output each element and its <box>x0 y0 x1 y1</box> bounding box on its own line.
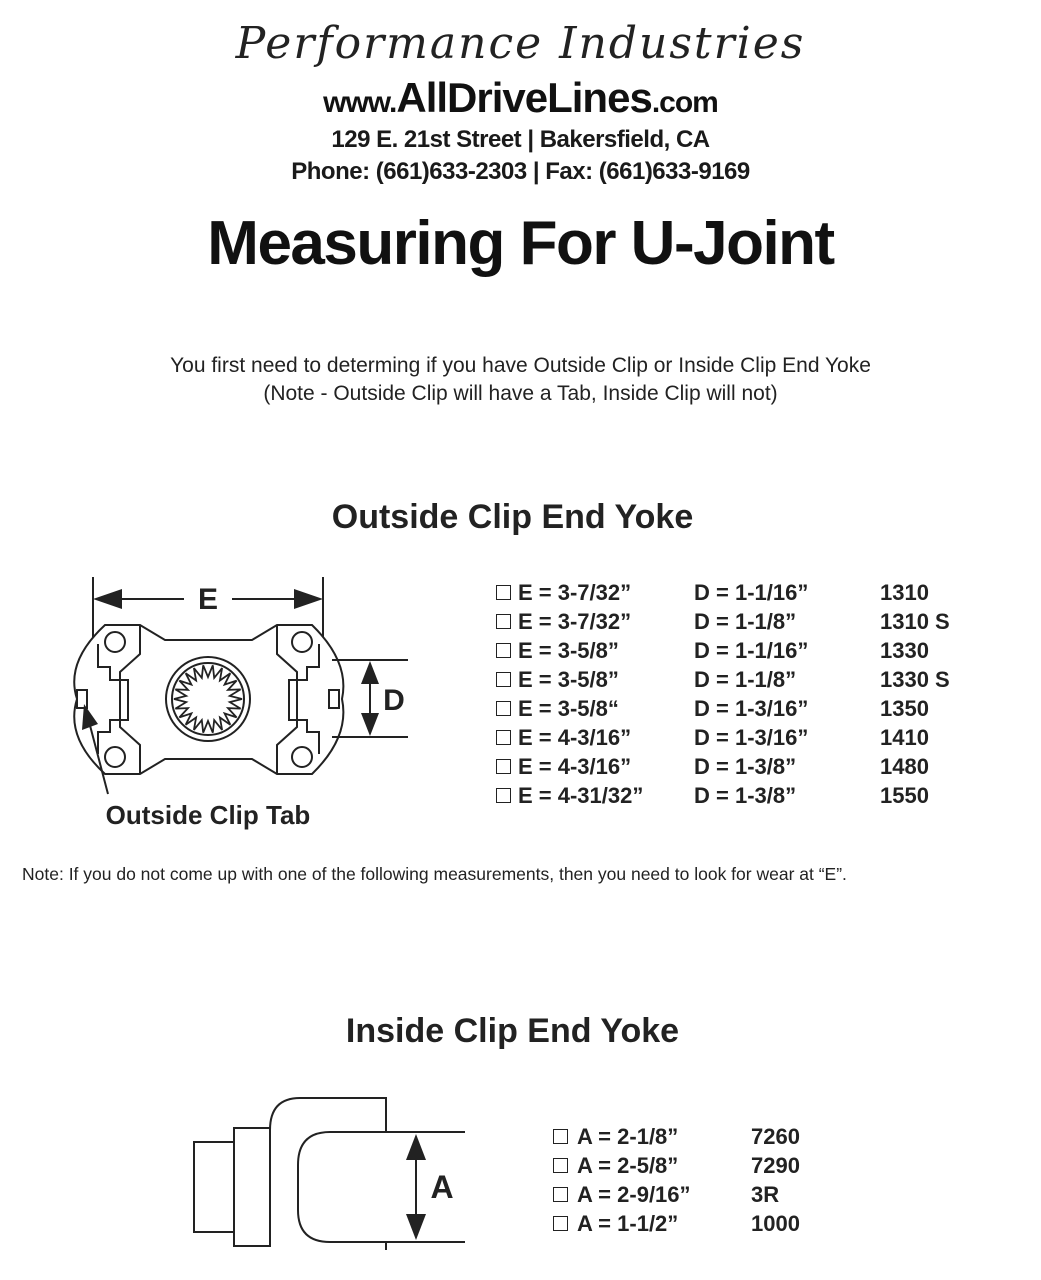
spec-checkbox[interactable] <box>553 1187 568 1202</box>
outside-spec-row <box>496 609 976 638</box>
company-name: Performance Industries <box>235 18 806 69</box>
spec-checkbox[interactable] <box>553 1158 568 1173</box>
spec-series: 1310 <box>880 580 929 605</box>
spec-checkbox[interactable] <box>496 585 511 600</box>
spec-d-value: D = 1-1/16” <box>694 580 809 605</box>
spec-series: 3R <box>751 1182 780 1207</box>
address: 129 E. 21st Street | Bakersfield, CA <box>331 126 710 153</box>
website-main: AllDriveLines <box>396 74 652 121</box>
spec-series: 1350 <box>880 696 929 721</box>
intro-line-1: You first need to determing if you have Outside Clip or Inside Clip End Yoke <box>170 354 871 377</box>
spec-series: 1330 <box>880 638 929 663</box>
spec-checkbox[interactable] <box>496 643 511 658</box>
wear-note: Note: If you do not come up with one of the following measurements, then you need to look for wear at “E”. <box>22 864 847 884</box>
spec-series: 1310 S <box>880 609 950 634</box>
inside-clip-title: Inside Clip End Yoke <box>345 1012 680 1050</box>
spec-e-value: E = 3-7/32” <box>518 580 632 605</box>
spec-series: 1330 S <box>880 667 950 692</box>
spec-d-value: D = 1-1/8” <box>694 609 797 634</box>
spec-checkbox[interactable] <box>496 730 511 745</box>
website-prefix: www. <box>323 86 397 119</box>
spec-d-value: D = 1-1/16” <box>694 638 809 663</box>
spec-d-value: D = 1-1/8” <box>694 667 797 692</box>
inside-spec-row <box>553 1211 873 1240</box>
outside-clip-title: Outside Clip End Yoke <box>331 498 694 536</box>
spec-checkbox[interactable] <box>553 1129 568 1144</box>
outside-clip-tab-label: Outside Clip Tab <box>105 800 311 830</box>
spec-series: 7290 <box>751 1153 800 1178</box>
dimension-d-label: D <box>383 684 405 717</box>
outside-spec-row <box>496 783 976 812</box>
inside-clip-yoke-diagram <box>190 1090 480 1250</box>
spec-e-value: E = 4-3/16” <box>518 754 632 779</box>
website[interactable] <box>0 74 1041 122</box>
spec-e-value: E = 3-5/8” <box>518 638 619 663</box>
spec-checkbox[interactable] <box>496 759 511 774</box>
inside-spec-row <box>553 1124 873 1153</box>
outside-spec-row <box>496 667 976 696</box>
outside-spec-row <box>496 638 976 667</box>
spec-series: 1000 <box>751 1211 800 1236</box>
website-suffix: .com <box>651 86 718 119</box>
spec-series: 7260 <box>751 1124 800 1149</box>
spec-checkbox[interactable] <box>496 788 511 803</box>
spec-d-value: D = 1-3/8” <box>694 754 797 779</box>
outside-spec-row <box>496 754 976 783</box>
spec-series: 1550 <box>880 783 929 808</box>
spec-d-value: D = 1-3/16” <box>694 725 809 750</box>
spec-e-value: E = 3-7/32” <box>518 609 632 634</box>
intro-line-2: (Note - Outside Clip will have a Tab, Inside Clip will not) <box>263 382 778 405</box>
spec-e-value: E = 3-5/8“ <box>518 696 619 721</box>
spec-a-value: A = 2-9/16” <box>577 1182 691 1207</box>
inside-spec-table <box>553 1124 873 1244</box>
dimension-a-label: A <box>430 1169 454 1205</box>
page-title: Measuring For U-Joint <box>207 209 834 278</box>
intro-text <box>0 352 1041 408</box>
spec-a-value: A = 2-1/8” <box>577 1124 679 1149</box>
spec-e-value: E = 4-31/32” <box>518 783 644 808</box>
spec-e-value: E = 3-5/8” <box>518 667 619 692</box>
phone-fax: Phone: (661)633-2303 | Fax: (661)633-9169 <box>291 158 750 185</box>
outside-spec-row <box>496 696 976 725</box>
spec-d-value: D = 1-3/16” <box>694 696 809 721</box>
spec-d-value: D = 1-3/8” <box>694 783 797 808</box>
outside-spec-row <box>496 580 976 609</box>
spec-series: 1480 <box>880 754 929 779</box>
spec-a-value: A = 2-5/8” <box>577 1153 679 1178</box>
inside-spec-row <box>553 1153 873 1182</box>
spec-checkbox[interactable] <box>553 1216 568 1231</box>
spec-e-value: E = 4-3/16” <box>518 725 632 750</box>
outside-clip-yoke-diagram <box>60 572 420 842</box>
inside-spec-row <box>553 1182 873 1211</box>
spec-checkbox[interactable] <box>496 614 511 629</box>
spec-a-value: A = 1-1/2” <box>577 1211 679 1236</box>
spec-checkbox[interactable] <box>496 701 511 716</box>
spec-series: 1410 <box>880 725 929 750</box>
spec-checkbox[interactable] <box>496 672 511 687</box>
outside-spec-row <box>496 725 976 754</box>
outside-spec-table <box>496 580 976 820</box>
dimension-e-label: E <box>197 583 219 616</box>
